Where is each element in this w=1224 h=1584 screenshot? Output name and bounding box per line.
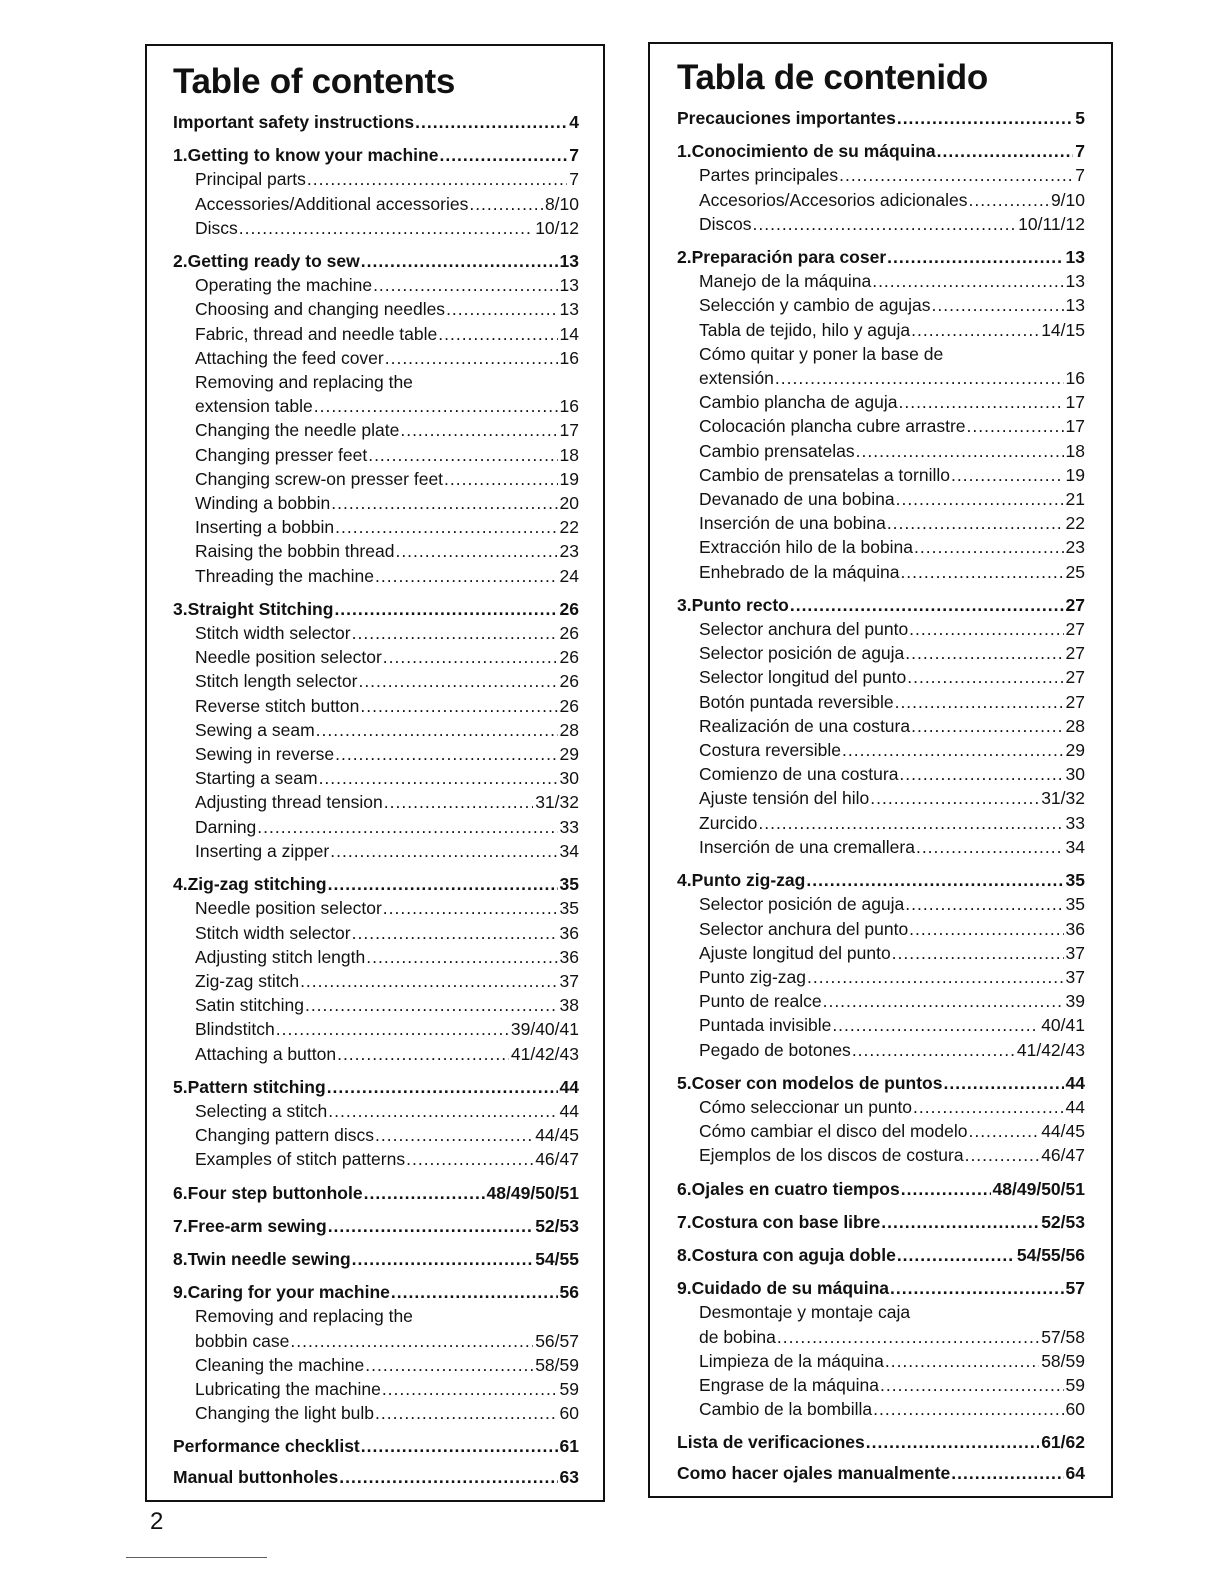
toc-entry: Adjusting stitch length ..... 36 xyxy=(173,945,579,969)
toc-entry: Changing screw-on presser feet ..... 19 xyxy=(173,467,579,491)
toc-entry: Sewing a seam ..... 28 xyxy=(173,718,579,742)
toc-entry: Important safety instructions ..... 4 xyxy=(173,110,579,134)
toc-entry: Cambio plancha de aguja ..... 17 xyxy=(677,390,1085,414)
toc-entry: Starting a seam ..... 30 xyxy=(173,766,579,790)
toc-entry: Inserting a zipper ..... 34 xyxy=(173,839,579,863)
toc-entry: Cambio de la bombilla ..... 60 xyxy=(677,1397,1085,1421)
toc-entry: Selector longitud del punto ..... 27 xyxy=(677,665,1085,689)
toc-entry: Winding a bobbin ..... 20 xyxy=(173,491,579,515)
toc-entry-wrap: Cómo quitar y poner la base de xyxy=(699,343,944,364)
toc-entry: Ajuste longitud del punto ..... 37 xyxy=(677,941,1085,965)
toc-entry: Attaching a button ..... 41/42/43 xyxy=(173,1042,579,1066)
toc-entry: extension table ..... 16 xyxy=(173,394,579,418)
toc-entry: Threading the machine ..... 24 xyxy=(173,564,579,588)
toc-entry: Reverse stitch button ..... 26 xyxy=(173,694,579,718)
toc-entry: Punto zig-zag ..... 37 xyxy=(677,965,1085,989)
toc-entry: Needle position selector ..... 26 xyxy=(173,645,579,669)
toc-section-7: 7. Costura con base libre ..... 52/53 xyxy=(677,1210,1085,1234)
toc-entry: Devanado de una bobina ..... 21 xyxy=(677,487,1085,511)
toc-section-9: 9. Cuidado de su máquina ..... 57 xyxy=(677,1276,1085,1300)
toc-entry: Darning ..... 33 xyxy=(173,815,579,839)
toc-entry: Selector posición de aguja ..... 27 xyxy=(677,641,1085,665)
spanish-toc-title: Tabla de contenido xyxy=(677,58,988,97)
toc-entry: Lubricating the machine ..... 59 xyxy=(173,1377,579,1401)
toc-entry-wrap: Desmontaje y montaje caja xyxy=(699,1302,911,1323)
toc-section-1: 1. Getting to know your machine ..... 7 xyxy=(173,143,579,167)
toc-entry: Puntada invisible ..... 40/41 xyxy=(677,1013,1085,1037)
toc-entry: de bobina ..... 57/58 xyxy=(677,1325,1085,1349)
toc-entry: Blindstitch ..... 39/40/41 xyxy=(173,1017,579,1041)
toc-entry: Cómo seleccionar un punto ..... 44 xyxy=(677,1095,1085,1119)
toc-entry: Engrase de la máquina ..... 59 xyxy=(677,1373,1085,1397)
toc-entry: Changing the light bulb ..... 60 xyxy=(173,1401,579,1425)
toc-entry: Stitch length selector ..... 26 xyxy=(173,669,579,693)
toc-entry-manual: Manual buttonholes ..... 63 xyxy=(173,1465,579,1489)
toc-section-6: 6. Four step buttonhole ..... 48/49/50/51 xyxy=(173,1181,579,1205)
toc-entry: Changing the needle plate ..... 17 xyxy=(173,418,579,442)
toc-entry-manual: Como hacer ojales manualmente ..... 64 xyxy=(677,1461,1085,1485)
toc-section-4: 4. Punto zig-zag ..... 35 xyxy=(677,868,1085,892)
toc-section-4: 4. Zig-zag stitching ..... 35 xyxy=(173,872,579,896)
toc-section-5: 5. Coser con modelos de puntos ..... 44 xyxy=(677,1071,1085,1095)
toc-entry: Colocación plancha cubre arrastre ..... 17 xyxy=(677,414,1085,438)
toc-entry: Zurcido ..... 33 xyxy=(677,811,1085,835)
toc-entry: Enhebrado de la máquina ..... 25 xyxy=(677,560,1085,584)
toc-entry: Attaching the feed cover ..... 16 xyxy=(173,346,579,370)
toc-entry: Operating the machine ..... 13 xyxy=(173,273,579,297)
toc-entry: Comienzo de una costura ..... 30 xyxy=(677,762,1085,786)
toc-section-3: 3. Punto recto ..... 27 xyxy=(677,593,1085,617)
toc-entry: Precauciones importantes ..... 5 xyxy=(677,106,1085,130)
toc-entry: Stitch width selector ..... 26 xyxy=(173,621,579,645)
toc-entry: Accesorios/Accesorios adicionales ..... 9/10 xyxy=(677,188,1085,212)
toc-section-2: 2. Getting ready to sew ..... 13 xyxy=(173,249,579,273)
toc-entry: Accessories/Additional accessories ..... 8/10 xyxy=(173,192,579,216)
toc-entry: Selector posición de aguja ..... 35 xyxy=(677,892,1085,916)
toc-entry: Discs ..... 10/12 xyxy=(173,216,579,240)
toc-entry: Cambio prensatelas ..... 18 xyxy=(677,439,1085,463)
toc-entry: Inserción de una cremallera ..... 34 xyxy=(677,835,1085,859)
toc-entry: Discos ..... 10/11/12 xyxy=(677,212,1085,236)
toc-entry: Cómo cambiar el disco del modelo ..... 44/45 xyxy=(677,1119,1085,1143)
toc-section-5: 5. Pattern stitching ..... 44 xyxy=(173,1075,579,1099)
toc-entry: Changing presser feet ..... 18 xyxy=(173,443,579,467)
toc-entry: Extracción hilo de la bobina ..... 23 xyxy=(677,535,1085,559)
toc-entry: Raising the bobbin thread ..... 23 xyxy=(173,539,579,563)
toc-entry-wrap: Removing and replacing the xyxy=(195,1306,413,1327)
toc-entry: Choosing and changing needles ..... 13 xyxy=(173,297,579,321)
toc-entry: Realización de una costura ..... 28 xyxy=(677,714,1085,738)
toc-entry: Selector anchura del punto ..... 27 xyxy=(677,617,1085,641)
toc-entry: Pegado de botones ..... 41/42/43 xyxy=(677,1038,1085,1062)
toc-entry: Selector anchura del punto ..... 36 xyxy=(677,917,1085,941)
page-number: 2 xyxy=(150,1508,164,1535)
toc-entry: Zig-zag stitch ..... 37 xyxy=(173,969,579,993)
toc-entry: Needle position selector ..... 35 xyxy=(173,896,579,920)
toc-entry: Tabla de tejido, hilo y aguja ..... 14/15 xyxy=(677,318,1085,342)
english-toc-title: Table of contents xyxy=(173,62,456,101)
toc-entry-wrap: Removing and replacing the xyxy=(195,372,413,393)
toc-section-2: 2. Preparación para coser ..... 13 xyxy=(677,245,1085,269)
toc-entry: Changing pattern discs ..... 44/45 xyxy=(173,1123,579,1147)
toc-entry: Inserting a bobbin ..... 22 xyxy=(173,515,579,539)
toc-entry: Cambio de prensatelas a tornillo ..... 19 xyxy=(677,463,1085,487)
toc-entry-checklist: Performance checklist ..... 61 xyxy=(173,1434,579,1458)
toc-entry: Selección y cambio de agujas ..... 13 xyxy=(677,293,1085,317)
toc-entry: Manejo de la máquina ..... 13 xyxy=(677,269,1085,293)
toc-entry: Selecting a stitch ..... 44 xyxy=(173,1099,579,1123)
toc-entry: Sewing in reverse ..... 29 xyxy=(173,742,579,766)
toc-entry: Cleaning the machine ..... 58/59 xyxy=(173,1353,579,1377)
toc-entry: Botón puntada reversible ..... 27 xyxy=(677,690,1085,714)
toc-section-8: 8. Twin needle sewing ..... 54/55 xyxy=(173,1247,579,1271)
toc-entry: bobbin case ..... 56/57 xyxy=(173,1329,579,1353)
toc-entry: Examples of stitch patterns ..... 46/47 xyxy=(173,1147,579,1171)
toc-entry: Satin stitching ..... 38 xyxy=(173,993,579,1017)
english-toc-box xyxy=(145,44,605,1502)
toc-entry: Ejemplos de los discos de costura ..... 46/47 xyxy=(677,1143,1085,1167)
toc-entry-checklist: Lista de verificaciones ..... 61/62 xyxy=(677,1430,1085,1454)
toc-section-7: 7. Free-arm sewing ..... 52/53 xyxy=(173,1214,579,1238)
toc-section-1: 1. Conocimiento de su máquina ..... 7 xyxy=(677,139,1085,163)
toc-section-6: 6. Ojales en cuatro tiempos ..... 48/49/50/51 xyxy=(677,1177,1085,1201)
toc-section-3: 3. Straight Stitching ..... 26 xyxy=(173,597,579,621)
toc-entry: Ajuste tensión del hilo ..... 31/32 xyxy=(677,786,1085,810)
toc-entry: Stitch width selector ..... 36 xyxy=(173,921,579,945)
toc-section-9: 9. Caring for your machine ..... 56 xyxy=(173,1280,579,1304)
toc-entry: Inserción de una bobina ..... 22 xyxy=(677,511,1085,535)
toc-entry: Limpieza de la máquina ..... 58/59 xyxy=(677,1349,1085,1373)
toc-entry: Adjusting thread tension ..... 31/32 xyxy=(173,790,579,814)
toc-entry: Principal parts ..... 7 xyxy=(173,167,579,191)
toc-entry: Punto de realce ..... 39 xyxy=(677,989,1085,1013)
toc-entry: Costura reversible ..... 29 xyxy=(677,738,1085,762)
spanish-toc-box xyxy=(648,42,1113,1498)
toc-entry: Fabric, thread and needle table ..... 14 xyxy=(173,322,579,346)
toc-entry: Partes principales ..... 7 xyxy=(677,163,1085,187)
toc-entry: extensión ..... 16 xyxy=(677,366,1085,390)
divider xyxy=(126,1557,267,1558)
toc-section-8: 8. Costura con aguja doble ..... 54/55/56 xyxy=(677,1243,1085,1267)
